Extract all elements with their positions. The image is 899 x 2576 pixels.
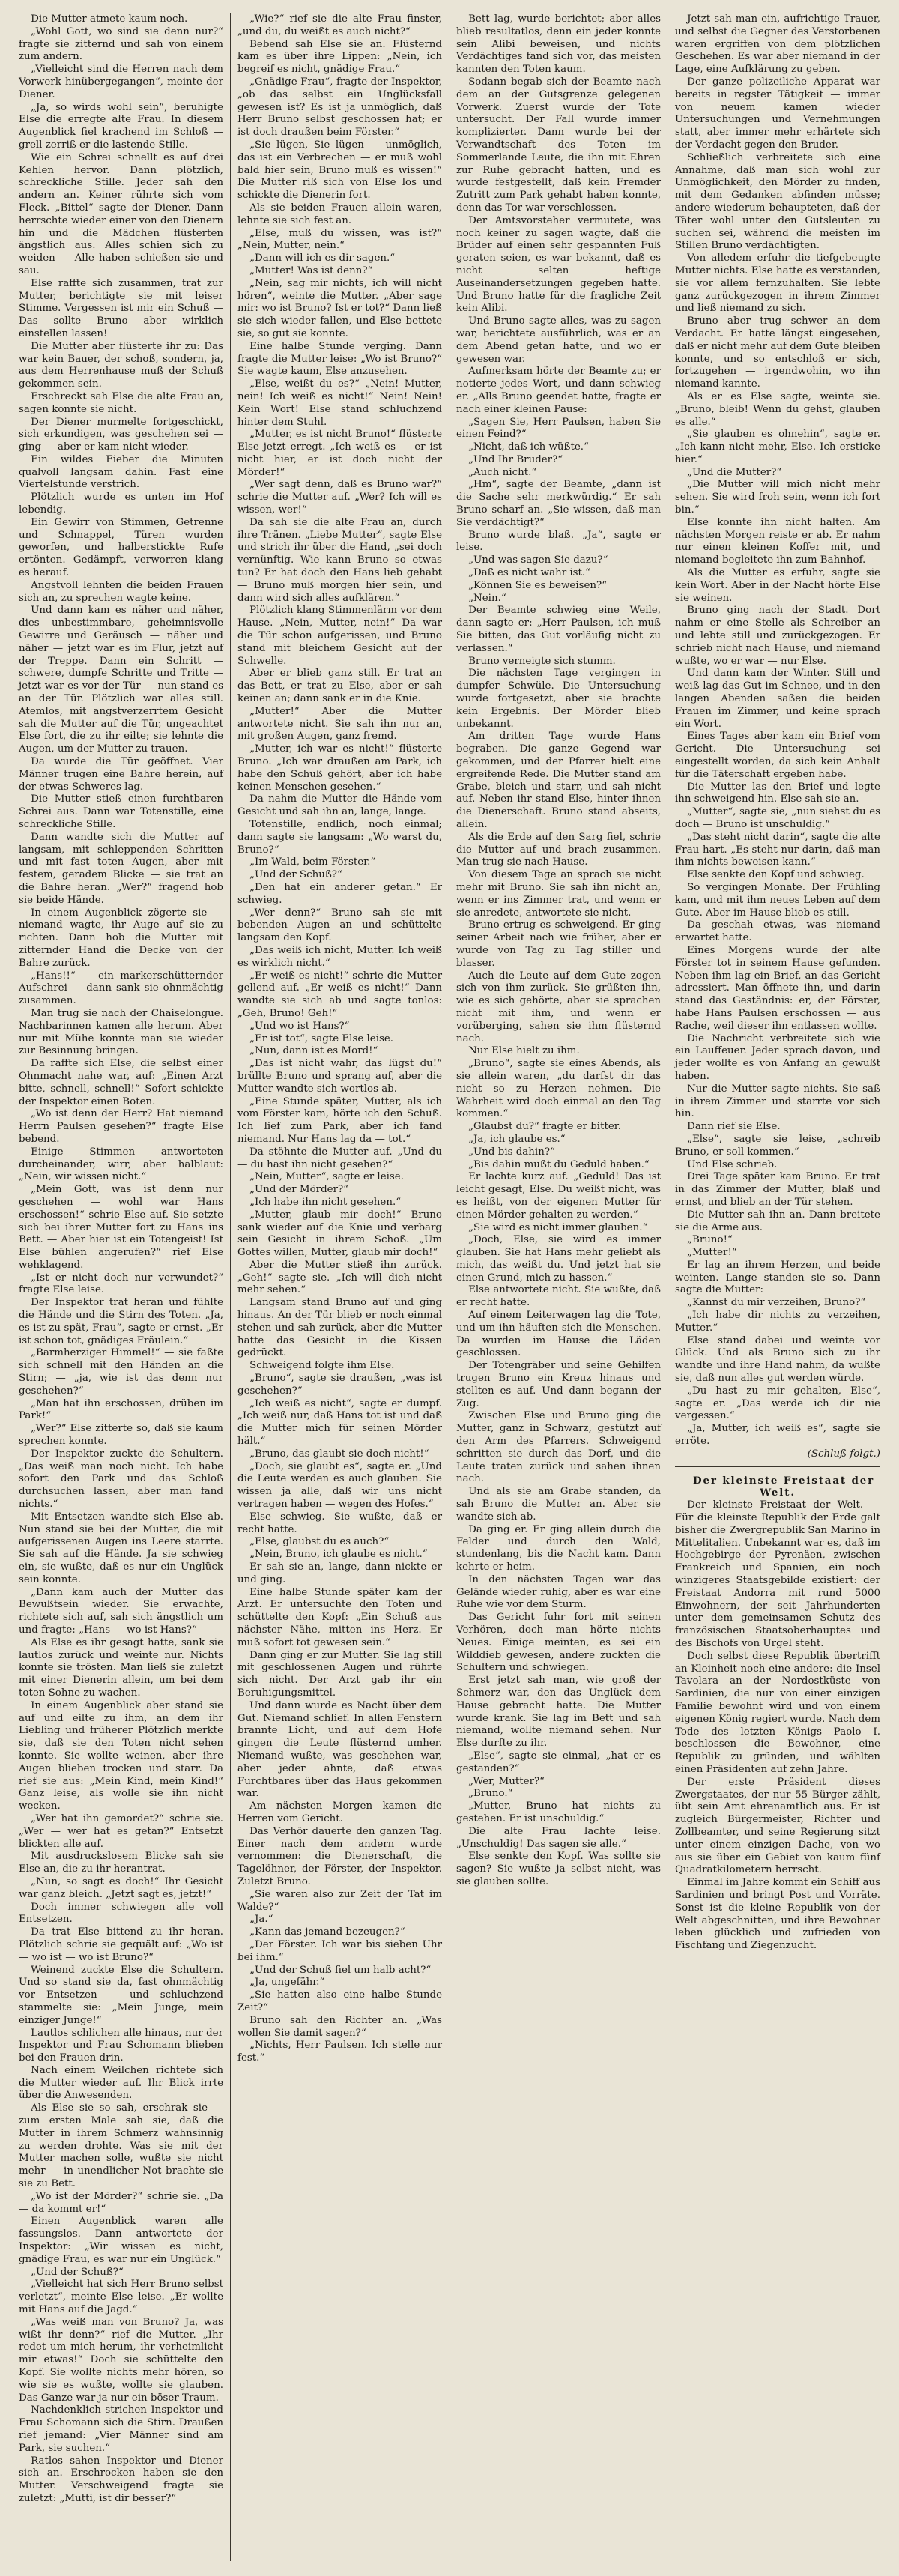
column-4 bbox=[668, 13, 887, 2561]
paragraph: Bruno ertrug es schweigend. Er ging seiner Arbeit nach wie früher, aber er wurde von Tag zu Tag stiller und blasser. bbox=[456, 919, 661, 969]
paragraph: So vergingen Monate. Der Frühling kam, und mit ihm neues Leben auf dem Gute. Aber im Hause blieb es still. bbox=[675, 881, 880, 919]
paragraph: Auf einem Leiterwagen lag die Tote, und um ihn häuften sich die Menschen. Da wurden im Hause die Läden geschlossen. bbox=[456, 1310, 661, 1359]
paragraph: Bruno verneigte sich stumm. bbox=[468, 655, 616, 667]
serial-signoff: (Schluß folgt.) bbox=[807, 1448, 880, 1460]
paragraph: Und Else schrieb. bbox=[687, 1158, 778, 1170]
paragraph: „Doch, Else, sie wird es immer glauben. Sie hat Hans mehr geliebt als mich, das weißt du. Und jetzt hat sie einen Grund, mich zu hassen.“ bbox=[456, 1234, 661, 1284]
paragraph: „Bruno“, sagte sie eines Abends, als sie allein waren, „du darfst dir das nicht so zu Herzen nehmen. Die Wahrheit wird doch einmal an den Tag kommen.“ bbox=[456, 1058, 661, 1120]
article-body bbox=[675, 1499, 880, 1953]
paragraph: Da wurde die Tür geöffnet. Vier Männer trugen eine Bahre herein, auf der etwas Schweres lag. bbox=[19, 756, 223, 793]
paragraph: „Mein Gott, was ist denn nur geschehen — wohl war Hans erschossen!“ schrie Else auf. Sie setzte sich bei ihrer Mutter fort zu Hans ins Bett. — Aber hier ist ein Totengeist! Ist Else bühlen angerufen?“ rief Else wehklagend. bbox=[19, 1184, 223, 1271]
paragraph: Der Beamte schwieg eine Weile, dann sagte er: „Herr Paulsen, ich muß Sie bitten, das Gut vorläufig nicht zu verlassen.“ bbox=[456, 605, 661, 654]
paragraph: Einen Augenblick waren alle fassungslos. Dann antwortete der Inspektor: „Wir wissen es nicht, gnädige Frau, es war nur ein Unglück.“ bbox=[19, 2216, 223, 2265]
paragraph: Als die Mutter es erfuhr, sagte sie kein Wort. Aber in der Nacht hörte Else sie weinen. bbox=[675, 567, 880, 604]
paragraph: „Das weiß ich nicht, Mutter. Ich weiß es wirklich nicht.“ bbox=[237, 944, 442, 969]
paragraph: „Ja, Mutter, ich weiß es“, sagte sie erröte. bbox=[675, 1423, 880, 1448]
paragraph: „Hans!!“ — ein markerschütternder Aufschrei — dann sank sie ohnmächtig zusammen. bbox=[19, 970, 223, 1007]
paragraph: „Gnädige Frau“, fragte der Inspektor, „ob das selbst ein Unglücksfall gewesen ist? Es ist ja unmöglich, daß Herr Bruno selbst geschossen hat; er ist doch draußen beim Förster.“ bbox=[237, 76, 442, 139]
paragraph: Bebend sah Else sie an. Flüsternd kam es über ihre Lippen: „Nein, ich begreif es nicht, gnädige Frau.“ bbox=[237, 38, 442, 76]
serial-story-continuation bbox=[675, 13, 880, 1448]
paragraph: „Ja.“ bbox=[249, 1914, 273, 1926]
paragraph: „Bruno!“ bbox=[687, 1234, 733, 1246]
paragraph: „Mutter, glaub mir doch!“ Bruno sank wieder auf die Knie und verbarg sein Gesicht in ihrem Schoß. „Um Gottes willen, Mutter, glaub mir doch!“ bbox=[237, 1209, 442, 1259]
paragraph: „Sie wird es nicht immer glauben.“ bbox=[468, 1221, 648, 1233]
paragraph: „Und was sagen Sie dazu?“ bbox=[468, 554, 608, 566]
paragraph: „Bis dahin mußt du Geduld haben.“ bbox=[468, 1158, 650, 1170]
paragraph: Als sie beiden Frauen allein waren, lehnte sie sich fest an. bbox=[237, 202, 442, 226]
paragraph: „Sie hatten also eine halbe Stunde Zeit?“ bbox=[237, 1989, 442, 2013]
paragraph: Als er es Else sagte, weinte sie. „Bruno, bleib! Wenn du gehst, glauben es alle.“ bbox=[675, 390, 880, 428]
paragraph: Plötzlich wurde es unten im Hof lebendig. bbox=[19, 492, 223, 516]
paragraph: Else konnte ihn nicht halten. Am nächsten Morgen reiste er ab. Er nahm nur einen kleinen Koffer mit, und niemand begleitete ihn zum Bahnhof. bbox=[675, 516, 880, 566]
paragraph: Nachdenklich strichen Inspektor und Frau Schomann sich die Stirn. Draußen rief jemand: „Vier Männer sind am Park, sie suchen.“ bbox=[19, 2404, 223, 2454]
paragraph: Nach einem Weilchen richtete sich die Mutter wieder auf. Ihr Blick irrte über die Anwesenden. bbox=[19, 2064, 223, 2102]
paragraph: Als Else es ihr gesagt hatte, sank sie lautlos zurück und weinte nur. Nichts konnte sie trösten. Man ließ sie zuletzt mit einer Dienerin allein, um bei dem toten Sohne zu wachen. bbox=[19, 1636, 223, 1699]
paragraph: Eines Morgens wurde der alte Förster tot in seinem Hause gefunden. Neben ihm lag ein Brief, an das Gericht adressiert. Man öffnete ihn, und darin stand das Geständnis: er, der Förster, habe Hans Paulsen erschossen — aus Rache, weil dieser ihn entlassen wollte. bbox=[675, 944, 880, 1032]
paragraph: Dann rief sie Else. bbox=[687, 1121, 781, 1133]
paragraph: „Können Sie es beweisen?“ bbox=[468, 579, 608, 591]
paragraph: „Ja, so wirds wohl sein“, beruhigte Else die erregte alte Frau. In diesem Augenblick fiel krachend im Schloß — grell zerriß er die lastende Stille. bbox=[19, 101, 223, 151]
paragraph: „Und Ihr Bruder?“ bbox=[468, 453, 563, 465]
paragraph: „Und wo ist Hans?“ bbox=[249, 1020, 350, 1032]
paragraph: Lautlos schlichen alle hinaus, nur der Inspektor und Frau Schomann blieben bei den Frauen drin. bbox=[19, 2027, 223, 2064]
paragraph: Mit Entsetzen wandte sich Else ab. Nun stand sie bei der Mutter, die mit aufgerissenen Augen ins Leere starrte. Sie sah auf die Hände. Ja sie schwieg ein, sie wußte, daß es nur ein Unglück sein konnte. bbox=[19, 1511, 223, 1585]
paragraph: Bruno aber trug schwer an dem Verdacht. Er hatte längst eingesehen, daß er nicht mehr auf dem Gute bleiben konnte, und so entschloß er sich, fortzugehen — irgendwohin, wo ihn niemand kannte. bbox=[675, 315, 880, 390]
paragraph: Die Mutter aber flüsterte ihr zu: Das war kein Bauer, der schoß, sondern, ja, aus dem Herrenhause muß der Schuß gekommen sein. bbox=[19, 340, 223, 390]
paragraph: Als die Erde auf den Sarg fiel, schrie die Mutter auf und brach zusammen. Man trug sie nach Hause. bbox=[456, 831, 661, 868]
paragraph: Else antwortete nicht. Sie wußte, daß er recht hatte. bbox=[456, 1284, 661, 1309]
paragraph: „Und die Mutter?“ bbox=[687, 466, 782, 478]
paragraph: Bett lag, wurde berichtet; aber alles blieb resultatlos, denn ein jeder konnte sein Alibi beweisen, und nichts Verdächtiges fand sich vor, das meisten kannten den Toten kaum. bbox=[456, 13, 661, 76]
paragraph: In den nächsten Tagen war das Gelände wieder ruhig, aber es war eine Ruhe wie vor dem Sturm. bbox=[456, 1573, 661, 1611]
paragraph: „Nichts, Herr Paulsen. Ich stelle nur fest.“ bbox=[237, 2040, 442, 2064]
paragraph: „Vielleicht hat sich Herr Bruno selbst verletzt“, meinte Else leise. „Er wollte mit Hans auf die Jagd.“ bbox=[19, 2279, 223, 2316]
paragraph: „Im Wald, beim Förster.“ bbox=[249, 856, 376, 868]
paragraph: Da sah sie die alte Frau an, durch ihre Tränen. „Liebe Mutter“, sagte Else und strich ihr über die Hand, „sei doch vernünftig. Wie kann Bruno so etwas tun? Er hat doch den Hans lieb gehabt — Bruno muß morgen hier sein, und dann wird sich alles aufklären.“ bbox=[237, 516, 442, 604]
paragraph: „Mutter“, sagte sie, „nun siehst du es doch — Bruno ist unschuldig.“ bbox=[675, 806, 880, 830]
paragraph: „Bruno, das glaubt sie doch nicht!“ bbox=[249, 1448, 429, 1460]
paragraph: „Dann will ich es dir sagen.“ bbox=[249, 253, 396, 264]
paragraph: Erst jetzt sah man, wie groß der Schmerz war, den das Unglück dem Hause gebracht hatte. Die Mutter wurde krank. Sie lag im Bett und sah niemand, wollte niemand sehen. Nur Else durfte zu ihr. bbox=[456, 1675, 661, 1750]
paragraph: „Das steht nicht darin“, sagte die alte Frau hart. „Es steht nur darin, daß man ihm nichts beweisen kann.“ bbox=[675, 831, 880, 868]
paragraph: Das Gericht fuhr fort mit seinen Verhören, doch man hörte nichts Neues. Einige meinten, es sei ein Wilddieb gewesen, andere zuckten die Schultern und schwiegen. bbox=[456, 1612, 661, 1674]
paragraph: Er lachte kurz auf. „Geduld! Das ist leicht gesagt, Else. Du weißt nicht, was es heißt, von der eigenen Mutter für einen Mörder gehalten zu werden.“ bbox=[456, 1171, 661, 1221]
paragraph: Else schwieg. Sie wußte, daß er recht hatte. bbox=[237, 1511, 442, 1535]
paragraph: In einem Augenblick zögerte sie — niemand wagte, ihr Auge auf sie zu richten. Dann hob die Mutter mit zitternder Hand die Decke von der Bahre zurück. bbox=[19, 907, 223, 969]
paragraph: „Kann das jemand bezeugen?“ bbox=[249, 1926, 405, 1938]
paragraph: Eine halbe Stunde später kam der Arzt. Er untersuchte den Toten und schüttelte den Kopf: „Ein Schuß aus nächster Nähe, mitten ins Herz. Er muß sofort tot gewesen sein.“ bbox=[237, 1586, 442, 1648]
column-3 bbox=[450, 13, 668, 2561]
paragraph: „Die Mutter will mich nicht mehr sehen. Sie wird froh sein, wenn ich fort bin.“ bbox=[675, 479, 880, 516]
paragraph: „Wo ist denn der Herr? Hat niemand Herrn Paulsen gesehen?“ fragte Else bebend. bbox=[19, 1108, 223, 1145]
paragraph: „Was weiß man von Bruno? Ja, was wißt ihr denn?“ rief die Mutter. „Ihr redet um mich herum, ihr verheimlicht mir etwas!“ Doch sie schüttelte den Kopf. Sie wollte nichts mehr hören, so wie sie es wußte, wollte sie glauben. Das Ganze war ja nur ein böser Traum. bbox=[19, 2316, 223, 2404]
paragraph: „Mutter, ich war es nicht!“ flüsterte Bruno. „Ich war draußen am Park, ich habe den Schuß gehört, aber ich habe keinen Menschen gesehen.“ bbox=[237, 743, 442, 793]
paragraph: Totenstille, endlich, noch einmal; dann sagte sie langsam: „Wo warst du, Bruno?“ bbox=[237, 819, 442, 856]
paragraph: „Glaubst du?“ fragte er bitter. bbox=[468, 1121, 621, 1133]
paragraph: Jetzt sah man ein, aufrichtige Trauer, und selbst die Gegner des Verstorbenen waren ergriffen von dem plötzlichen Geschehen. Es war aber niemand in der Lage, eine Aufklärung zu geben. bbox=[675, 13, 880, 76]
paragraph: „Und der Mörder?“ bbox=[249, 1184, 349, 1196]
paragraph: „Der Förster. Ich war bis sieben Uhr bei ihm.“ bbox=[237, 1938, 442, 1963]
paragraph: Doch immer schwiegen alle voll Entsetzen. bbox=[19, 1901, 223, 1926]
paragraph: „Daß es nicht wahr ist.“ bbox=[468, 567, 591, 579]
article-paragraph: Der kleinste Freistaat der Welt. — Für die kleinste Republik der Erde galt bisher die Zwergrepublik San Marino in Mittelitalien. Unbekannt war es, daß im Hochgebirge der Pyrenäen, zwischen Frankreich und Spanien, ein noch winzigeres Staatsgebilde existiert: der Freistaat Andorra mit rund 5000 Einwohnern, der seit Jahrhunderten unter dem gemeinsamen Schutz des französischen Staatsoberhauptes und des Bischofs von Urgel steht. bbox=[675, 1499, 880, 1649]
paragraph: Schließlich verbreitete sich eine Annahme, daß man sich wohl zur Unmöglichkeit, den Mörder zu finden, mit dem Gedanken abfinden müsse; andere wiederum behaupteten, daß der Täter wohl unter den Gutsleuten zu suchen sei, während die meisten im Stillen Bruno verdächtigten. bbox=[675, 151, 880, 252]
paragraph: „Mutter!“ bbox=[687, 1247, 737, 1259]
paragraph: Plötzlich klang Stimmenlärm vor dem Hause. „Nein, Mutter, nein!“ Da war die Tür schon aufgerissen, und Bruno stand mit bleichem Gesicht auf der Schwelle. bbox=[237, 605, 442, 667]
paragraph: Aber er blieb ganz still. Er trat an das Bett, er trat zu Else, aber er sah keinen an; dann sank er in die Knie. bbox=[237, 668, 442, 705]
paragraph: Dann wandte sich die Mutter auf langsam, mit schleppenden Schritten und mit fast toten Augen, aber mit festem, geradem Blicke — sie trat an die Bahre heran. „Wer?“ fragend hob sie beide Hände. bbox=[19, 831, 223, 906]
paragraph: Der Inspektor trat heran und fühlte die Hände und die Stirn des Toten. „Ja, es ist zu spät, Frau“, sagte er ernst. „Er ist schon tot, gnädiges Fräulein.“ bbox=[19, 1297, 223, 1346]
paragraph: Wie ein Schrei schnellt es auf drei Kehlen hervor. Dann plötzlich, schreckliche Stille. Jeder sah den andern an. Keiner rührte sich vom Fleck. „Bittel“ sagte der Diener. Dann herrschte wieder einer von den Dienern hin und die Mädchen flüsterten ängstlich aus. Alles schien sich zu weiden — Alle haben schießen sie und sau. bbox=[19, 151, 223, 276]
article-headline: Der kleinste Freistaat der Welt. bbox=[693, 1474, 875, 1499]
paragraph: Die Mutter stieß einen furchtbaren Schrei aus. Dann war Totenstille, eine schreckliche Stille. bbox=[19, 793, 223, 830]
paragraph: „Ja, ich glaube es.“ bbox=[468, 1133, 566, 1145]
paragraph: „Bruno.“ bbox=[468, 1788, 513, 1800]
paragraph: Weinend zuckte Else die Schultern. Und so stand sie da, fast ohnmächtig vor Entsetzen — und schluchzend stammelte sie: „Mein Junge, mein einziger Junge!“ bbox=[19, 1964, 223, 2026]
paragraph: „Dann kam auch der Mutter das Bewußtsein wieder. Sie erwachte, richtete sich auf, sah sich ängstlich um und fragte: „Hans — wo ist Hans?“ bbox=[19, 1586, 223, 1636]
paragraph: Sodann begab sich der Beamte nach dem an der Gutsgrenze gelegenen Vorwerk. Zuerst wurde der Tote untersucht. Der Fall wurde immer komplizierter. Dann wurde bei der Verwandtschaft des Toten im Sommerlande Leute, die ihn mit Ehren zur Ruhe gebracht hatten, und es wurde festgestellt, daß kein Fremder Zutritt zum Park gehabt haben konnte, denn das Tor war verschlossen. bbox=[456, 76, 661, 214]
paragraph: In einem Augenblick aber stand sie auf und eilte zu ihm, an dem ihr Liebling und früherer Plötzlich merkte sie, daß sie den Toten nicht sehen konnte. Sie wollte weinen, aber ihre Augen blieben trocken und starr. Da rief sie aus: „Mein Kind, mein Kind!“ Ganz leise, als wolle sie ihn nicht wecken. bbox=[19, 1699, 223, 1812]
paragraph: „Kannst du mir verzeihen, Bruno?“ bbox=[687, 1297, 866, 1309]
paragraph: Else senkte den Kopf. Was sollte sie sagen? Sie wußte ja selbst nicht, was sie glauben sollte. bbox=[456, 1851, 661, 1887]
paragraph: „Er weiß es nicht!“ schrie die Mutter gellend auf. „Er weiß es nicht!“ Dann wandte sie sich ab und sagte tonlos: „Geh, Bruno! Geh!“ bbox=[237, 970, 442, 1019]
paragraph: „Wer denn?“ Bruno sah sie mit bebenden Augen an und schüttelte langsam den Kopf. bbox=[237, 907, 442, 944]
paragraph: „Vielleicht sind die Herren nach dem Vorwerk hinübergegangen“, meinte der Diener. bbox=[19, 64, 223, 100]
paragraph: „Nein, Bruno, ich glaube es nicht.“ bbox=[249, 1549, 428, 1561]
paragraph: „Wer hat ihn gemordet?“ schrie sie. „Wer — wer hat es getan?“ Entsetzt blickten alle auf. bbox=[19, 1812, 223, 1850]
paragraph: Und dann kam es näher und näher, dies unbestimmbare, geheimnisvolle Gewirre und Geräusch — näher und näher — jetzt war es im Flur, jetzt auf der Treppe. Dann ein Schritt — schwere, dumpfe Schritte und Tritte — jetzt war es vor der Tür — nun stand es an der Tür. Plötzlich war alles still. Atemlos, mit angstverzerrtem Gesicht sah die Mutter auf die Tür, ungeachtet Else fort, die zu ihr eilte; sie lehnte die Augen, um der Mutter zu trauen. bbox=[19, 605, 223, 755]
paragraph: Da stöhnte die Mutter auf. „Und du — du hast ihn nicht gesehen?“ bbox=[237, 1146, 442, 1170]
paragraph: „Er ist tot“, sagte Else leise. bbox=[249, 1032, 394, 1044]
article-paragraph: Einmal im Jahre kommt ein Schiff aus Sardinien und bringt Post und Vorräte. Sonst ist die kleine Republik von der Welt abgeschnitten, und ihre Bewohner leben glücklich und zufrieden von Fischfang und Ziegenzucht. bbox=[675, 1877, 880, 1952]
paragraph: Der Totengräber und seine Gehilfen trugen Bruno ein Kreuz hinaus und stellten es auf. Und dann begann der Zug. bbox=[456, 1360, 661, 1409]
paragraph: Da geschah etwas, was niemand erwartet hatte. bbox=[675, 919, 880, 944]
paragraph: Bruno ging nach der Stadt. Dort nahm er eine Stelle als Schreiber an und lebte still und zurückgezogen. Er schrieb nicht nach Hause, und niemand wußte, wo er war — nur Else. bbox=[675, 605, 880, 667]
paragraph: „Mutter, es ist nicht Bruno!“ flüsterte Else jetzt erregt. „Ich weiß es — er ist nicht hier, er ist doch nicht der Mörder!“ bbox=[237, 429, 442, 478]
paragraph: Ratlos sahen Inspektor und Diener sich an. Erschrocken haben sie den Mutter. Verschweigend fragte sie zuletzt: „Mutti, ist dir besser?“ bbox=[19, 2455, 223, 2504]
paragraph: „Eine Stunde später, Mutter, als ich vom Förster kam, hörte ich den Schuß. Ich lief zum Park, aber ich fand niemand. Nur Hans lag da — tot.“ bbox=[237, 1095, 442, 1145]
paragraph: Man trug sie nach der Chaiselongue. Nachbarinnen kamen alle herum. Aber nur mit Mühe konnte man sie wieder zur Besinnung bringen. bbox=[19, 1007, 223, 1057]
paragraph: „Sie lügen, Sie lügen — unmöglich, das ist ein Verbrechen — er muß wohl bald hier sein, Bruno muß es wissen!“ Die Mutter riß sich von Else los und schickte die Dienerin fort. bbox=[237, 139, 442, 202]
paragraph: Am nächsten Morgen kamen die Herren vom Gericht. bbox=[237, 1801, 442, 1824]
paragraph: Erschreckt sah Else die alte Frau an, sagen konnte sie nicht. bbox=[19, 390, 223, 415]
paragraph: Er lag an ihrem Herzen, und beide weinten. Lange standen sie so. Dann sagte die Mutter: bbox=[675, 1259, 880, 1296]
paragraph: Mit ausdruckslosem Blicke sah sie Else an, die zu ihr herantrat. bbox=[19, 1851, 223, 1875]
paragraph: „Wer?“ Else zitterte so, daß sie kaum sprechen konnte. bbox=[19, 1423, 223, 1448]
paragraph: Nur die Mutter sagte nichts. Sie saß in ihrem Zimmer und starrte vor sich hin. bbox=[675, 1083, 880, 1120]
paragraph: Ein Gewirr von Stimmen, Getrenne und Schnappel, Türen wurden geworfen, und halberstickte Rufe ertönten. Gedämpft, verworren klang es herauf. bbox=[19, 516, 223, 579]
paragraph: „Und bis dahin?“ bbox=[468, 1146, 555, 1158]
paragraph: „Du hast zu mir gehalten, Else“, sagte er. „Das werde ich dir nie vergessen.“ bbox=[675, 1385, 880, 1422]
paragraph: Die nächsten Tage vergingen in dumpfer Schwüle. Die Untersuchung wurde fortgesetzt, aber sie brachte kein Ergebnis. Der Mörder blieb unbekannt. bbox=[456, 668, 661, 730]
paragraph: Bruno wurde blaß. „Ja“, sagte er leise. bbox=[456, 529, 661, 554]
paragraph: Die Mutter sah ihn an. Dann breitete sie die Arme aus. bbox=[675, 1209, 880, 1233]
paragraph: „Doch, sie glaubt es“, sagte er. „Und die Leute werden es auch glauben. Sie wissen ja alle, daß wir uns nicht vertragen haben — wegen des Hofes.“ bbox=[237, 1460, 442, 1511]
article-paragraph: Der erste Präsident dieses Zwergstaates, der nur 55 Bürger zählt, übt sein Amt ehrenamtlich aus. Er ist zugleich Bürgermeister, Richter und Zollbeamter, und seine Regierung sitzt unter einem einzigen Dache, von wo aus sie über ein Gebiet von kaum fünf Quadratkilometern herrscht. bbox=[675, 1776, 880, 1876]
paragraph: „Ich weiß es nicht“, sagte er dumpf. „Ich weiß nur, daß Hans tot ist und daß die Mutter mich für seinen Mörder hält.“ bbox=[237, 1397, 442, 1448]
paragraph: „Wo ist der Mörder?“ schrie sie. „Da — da kommt er!“ bbox=[19, 2190, 223, 2215]
paragraph: Else senkte den Kopf und schwieg. bbox=[687, 869, 865, 881]
paragraph: Bruno sah den Richter an. „Was wollen Sie damit sagen?“ bbox=[237, 2014, 442, 2039]
paragraph: Da ging er. Er ging allein durch die Felder und durch den Wald, stundenlang, bis die Nacht kam. Dann kehrte er heim. bbox=[456, 1523, 661, 1573]
paragraph: Ein wildes Fieber die Minuten qualvoll langsam dahin. Fast eine Viertelstunde verstrich. bbox=[19, 453, 223, 491]
paragraph: „Nun, so sagt es doch!“ Ihr Gesicht war ganz bleich. „Jetzt sagt es, jetzt!“ bbox=[19, 1875, 223, 1900]
paragraph: „Das ist nicht wahr, das lügst du!“ brüllte Bruno und sprang auf, aber die Mutter wandte sich wortlos ab. bbox=[237, 1058, 442, 1095]
paragraph: Und dann wurde es Nacht über dem Gut. Niemand schlief. In allen Fenstern brannte Licht, und auf dem Hofe gingen die Leute flüsternd umher. Niemand wußte, was geschehen war, aber jeder ahnte, daß etwas Furchtbares über das Haus gekommen war. bbox=[237, 1699, 442, 1800]
paragraph: Und dann kam der Winter. Still und weiß lag das Gut im Schnee, und in den langen Abenden saßen die beiden Frauen im Zimmer, und keine sprach ein Wort. bbox=[675, 668, 880, 730]
paragraph: „Ich habe ihn nicht gesehen.“ bbox=[249, 1196, 402, 1208]
paragraph: Auch die Leute auf dem Gute zogen sich von ihm zurück. Sie grüßten ihn, wie es sich gehörte, aber sie sprachen nicht mit ihm, und wenn er vorüberging, sahen sie ihm flüsternd nach. bbox=[456, 970, 661, 1044]
paragraph: Von alledem erfuhr die tiefgebeugte Mutter nichts. Else hatte es verstanden, sie vor allem fernzuhalten. Sie lebte ganz zurückgezogen in ihrem Zimmer und ließ niemand zu sich. bbox=[675, 253, 880, 315]
paragraph: Eines Tages aber kam ein Brief vom Gericht. Die Untersuchung sei eingestellt worden, da sich kein Anhalt für die Täterschaft ergeben habe. bbox=[675, 731, 880, 780]
paragraph: „Else“, sagte sie leise, „schreib Bruno, er soll kommen.“ bbox=[675, 1133, 880, 1158]
paragraph: „Ja, ungefähr.“ bbox=[249, 1977, 325, 1989]
paragraph: Da nahm die Mutter die Hände vom Gesicht und sah ihn an, lange, lange. bbox=[237, 793, 442, 818]
paragraph: „Und der Schuß fiel um halb acht?“ bbox=[249, 1964, 432, 1976]
paragraph: „Wie?“ rief sie die alte Frau finster, „und du, du weißt es auch nicht?“ bbox=[237, 13, 442, 37]
paragraph: Angstvoll lehnten die beiden Frauen sich an, zu sprechen wagte keine. bbox=[19, 579, 223, 604]
paragraph: „Else, weißt du es?“ „Nein! Mutter, nein! Ich weiß es nicht!“ Nein! Nein! Kein Wort! Else stand schluchzend hinter dem Stuhl. bbox=[237, 378, 442, 428]
paragraph: Dann ging er zur Mutter. Sie lag still mit geschlossenen Augen und rührte sich nicht. Der Arzt gab ihr ein Beruhigungsmittel. bbox=[237, 1649, 442, 1699]
article-divider bbox=[675, 1466, 880, 1469]
paragraph: „Else, muß du wissen, was ist?“ „Nein, Mutter, nein.“ bbox=[237, 227, 442, 252]
paragraph: „Mutter!“ Aber die Mutter antwortete nicht. Sie sah ihn nur an, mit großen Augen, ganz fremd. bbox=[237, 705, 442, 743]
paragraph: Die Mutter atmete kaum noch. bbox=[31, 13, 188, 25]
paragraph: „Auch nicht.“ bbox=[468, 466, 537, 478]
paragraph: Else raffte sich zusammen, trat zur Mutter, berichtigte sie mit leiser Stimme. Vergessen ist mir ein Schuß — Das sollte Bruno aber wirklich einstellen lassen! bbox=[19, 277, 223, 339]
paragraph: „Nun, dann ist es Mord!“ bbox=[249, 1045, 378, 1057]
paragraph: Und Bruno sagte alles, was zu sagen war, berichtete ausführlich, was er an dem Abend getan hatte, und wo er gewesen war. bbox=[456, 315, 661, 365]
paragraph: Langsam stand Bruno auf und ging hinaus. An der Tür blieb er noch einmal stehen und sah zurück, aber die Mutter hatte das Gesicht in die Kissen gedrückt. bbox=[237, 1297, 442, 1359]
paragraph: Nur Else hielt zu ihm. bbox=[468, 1045, 580, 1057]
paragraph: Einige Stimmen antworteten durcheinander, wirr, aber halblaut: „Nein, wir wissen nicht.“ bbox=[19, 1146, 223, 1183]
paragraph: „Nein, Mutter“, sagte er leise. bbox=[249, 1171, 404, 1183]
paragraph: Da trat Else bittend zu ihr heran. Plötzlich schrie sie gequält auf: „Wo ist — wo ist — wo ist Bruno?“ bbox=[19, 1926, 223, 1963]
paragraph: Schweigend folgte ihm Else. bbox=[249, 1360, 395, 1372]
paragraph: Eine halbe Stunde verging. Dann fragte die Mutter leise: „Wo ist Bruno?“ Sie wagte kaum, Else anzusehen. bbox=[237, 340, 442, 378]
paragraph: „Nein.“ bbox=[468, 592, 506, 604]
paragraph: Und als sie am Grabe standen, da sah Bruno die Mutter an. Aber sie wandte sich ab. bbox=[456, 1486, 661, 1523]
paragraph: „Ist er nicht doch nur verwundet?“ fragte Else leise. bbox=[19, 1272, 223, 1296]
paragraph: Von diesem Tage an sprach sie nicht mehr mit Bruno. Sie sah ihn nicht an, wenn er ins Zimmer trat, und wenn er sie anredete, antwortete sie nicht. bbox=[456, 869, 661, 919]
paragraph: Die alte Frau lachte leise. „Unschuldig! Das sagen sie alle.“ bbox=[456, 1825, 661, 1850]
paragraph: Die Nachricht verbreitete sich wie ein Lauffeuer. Jeder sprach davon, und jeder wollte es von Anfang an gewußt haben. bbox=[675, 1032, 880, 1082]
paragraph: Der Amtsvorsteher vermutete, was noch keiner zu sagen wagte, daß die Brüder auf einen sehr gespannten Fuß geraten seien, es war bekannt, daß es nicht selten heftige Auseinandersetzungen gegeben hatte. Und Bruno hatte für die fragliche Zeit kein Alibi. bbox=[456, 214, 661, 315]
paragraph: „Und der Schuß?“ bbox=[31, 2266, 124, 2278]
paragraph: „Wohl Gott, wo sind sie denn nur?“ fragte sie zitternd und sah von einem zum andern. bbox=[19, 25, 223, 63]
column-1 bbox=[12, 13, 231, 2561]
paragraph: Da raffte sich Else, die selbst einer Ohnmacht nahe war, auf: „Einen Arzt bitte, schnell, schnell!“ Sofort schickte der Inspektor einen Boten. bbox=[19, 1058, 223, 1107]
paragraph: „Barmherziger Himmel!“ — sie faßte sich schnell mit den Händen an die Stirn; — „ja, wie ist das denn nur geschehen?“ bbox=[19, 1347, 223, 1397]
paragraph: „Und der Schuß?“ bbox=[249, 869, 342, 881]
paragraph: „Sie waren also zur Zeit der Tat im Walde?“ bbox=[237, 1888, 442, 1913]
paragraph: „Mutter! Was ist denn?“ bbox=[249, 264, 373, 276]
paragraph: „Sie glauben es ohnehin“, sagte er. „Ich kann nicht mehr, Else. Ich ersticke hier.“ bbox=[675, 429, 880, 465]
paragraph: Der ganze polizeiliche Apparat war bereits in regster Tätigkeit — immer von neuem kamen wieder Untersuchungen und Vernehmungen statt, aber immer mehr erhärtete sich der Verdacht gegen den Bruder. bbox=[675, 76, 880, 151]
paragraph: „Hm“, sagte der Beamte, „dann ist die Sache sehr merkwürdig.“ Er sah Bruno scharf an. „Sie wissen, daß man Sie verdächtigt?“ bbox=[456, 479, 661, 528]
paragraph: Aber die Mutter stieß ihn zurück. „Geh!“ sagte sie. „Ich will dich nicht mehr sehen.“ bbox=[237, 1259, 442, 1296]
paragraph: „Nein, sag mir nichts, ich will nicht hören“, weinte die Mutter. „Aber sage mir: wo ist Bruno? Ist er tot?“ Dann ließ sie sich wieder fallen, und Else bettete sie, so gut sie konnte. bbox=[237, 277, 442, 339]
paragraph: „Sagen Sie, Herr Paulsen, haben Sie einen Feind?“ bbox=[456, 416, 661, 441]
paragraph: „Bruno“, sagte sie draußen, „was ist geschehen?“ bbox=[237, 1373, 442, 1397]
paragraph: Aufmerksam hörte der Beamte zu; er notierte jedes Wort, und dann schwieg er. „Alls Bruno geendet hatte, fragte er nach einer kleinen Pause: bbox=[456, 366, 661, 415]
paragraph: „Mutter, Bruno hat nichts zu gestehen. Er ist unschuldig.“ bbox=[456, 1801, 661, 1824]
paragraph: „Else“, sagte sie einmal, „hat er es gestanden?“ bbox=[456, 1750, 661, 1774]
paragraph: Die Mutter las den Brief und legte ihn schweigend hin. Else sah sie an. bbox=[675, 781, 880, 805]
paragraph: Das Verhör dauerte den ganzen Tag. Einer nach dem andern wurde vernommen: die Dienerschaft, die Tagelöhner, der Förster, der Inspektor. Zuletzt Bruno. bbox=[237, 1825, 442, 1887]
paragraph: „Den hat ein anderer getan.“ Er schwieg. bbox=[237, 881, 442, 906]
paragraph: Der Diener murmelte fortgeschickt, sich erkundigen, was geschehen sei — ging — aber er kam nicht wieder. bbox=[19, 416, 223, 453]
paragraph: „Ich habe dir nichts zu verzeihen, Mutter.“ bbox=[675, 1310, 880, 1334]
article-paragraph: Doch selbst diese Republik übertrifft an Kleinheit noch eine andere: die Insel Tavolara an der Nordostküste von Sardinien, die nur von einer einzigen Familie bewohnt wird und von einem eigenen König regiert wurde. Nach dem Tode des letzten Königs Paolo I. beschlossen die Bewohner, eine Republik zu gründen, und wählten einen Präsidenten auf zehn Jahre. bbox=[675, 1650, 880, 1775]
paragraph: Er sah sie an, lange, dann nickte er und ging. bbox=[237, 1561, 442, 1585]
paragraph: Zwischen Else und Bruno ging die Mutter, ganz in Schwarz, gestützt auf den Arm des Pfarrers. Schweigend schritten sie durch das Dorf, und die Leute traten zurück und sahen ihnen nach. bbox=[456, 1410, 661, 1485]
paragraph: Der Inspektor zuckte die Schultern. „Das weiß man noch nicht. Ich habe sofort den Park und das Schloß durchsuchen lassen, aber man fand nichts.“ bbox=[19, 1448, 223, 1511]
paragraph: Drei Tage später kam Bruno. Er trat in das Zimmer der Mutter, blaß und ernst, und blieb an der Tür stehen. bbox=[675, 1171, 880, 1208]
paragraph: Else stand dabei und weinte vor Glück. Und als Bruno sich zu ihr wandte und ihre Hand nahm, da wußte sie, daß nun alles gut werden würde. bbox=[675, 1334, 880, 1385]
paragraph: „Wer sagt denn, daß es Bruno war?“ schrie die Mutter auf. „Wer? Ich will es wissen, wer!“ bbox=[237, 479, 442, 516]
paragraph: „Nicht, daß ich wüßte.“ bbox=[468, 441, 589, 453]
paragraph: „Else, glaubst du es auch?“ bbox=[249, 1536, 390, 1548]
paragraph: „Man hat ihn erschossen, drüben im Park!“ bbox=[19, 1397, 223, 1422]
paragraph: Als Else sie so sah, erschrak sie — zum ersten Male sah sie, daß die Mutter in ihrem Schmerz wahnsinnig zu werden drohte. Was sie mit der Mutter machen solle, wußte sie nicht mehr — in unendlicher Not brachte sie sie zu Bett. bbox=[19, 2102, 223, 2190]
paragraph: Am dritten Tage wurde Hans begraben. Die ganze Gegend war gekommen, und der Pfarrer hielt eine ergreifende Rede. Die Mutter stand am Grabe, bleich und starr, und sah nicht auf. Neben ihr stand Else, hinter ihnen die Dienerschaft. Bruno stand abseits, allein. bbox=[456, 731, 661, 830]
column-2 bbox=[231, 13, 450, 2561]
paragraph: „Wer, Mutter?“ bbox=[468, 1775, 545, 1787]
